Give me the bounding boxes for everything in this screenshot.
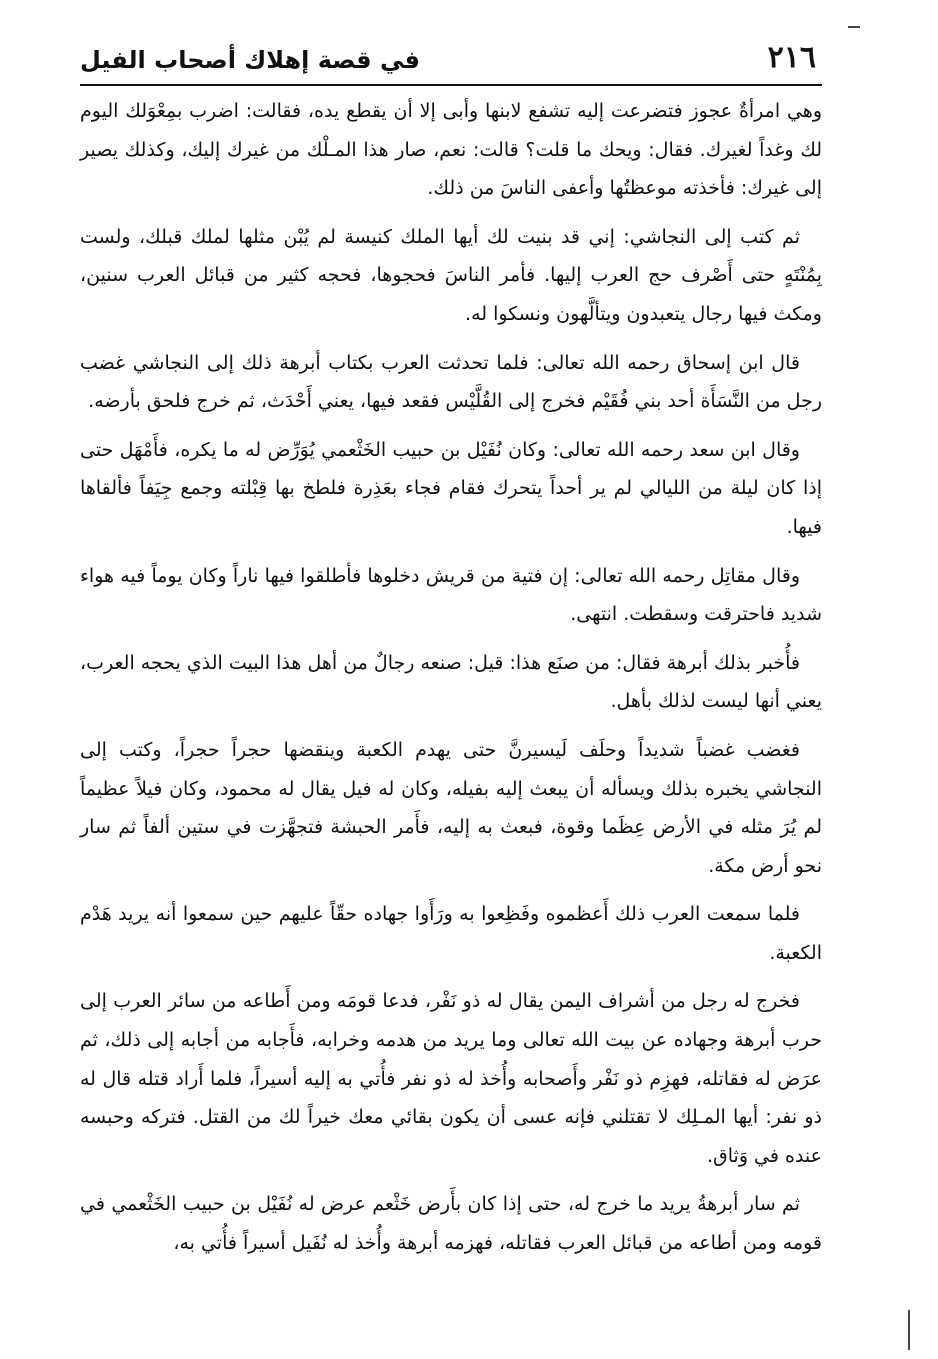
paragraph: وقال مقاتِل رحمه الله تعالى: إن فتية من قريش دخلوها فأطلقوا فيها ناراً وكان يوماً فيه هواء شديد فاحترقت وسقطت. انتهى. [80,564,822,626]
paragraph: قال ابن إسحاق رحمه الله تعالى: فلما تحدثت العرب بكتاب أبرهة ذلك إلى النجاشي غضب رجل من النَّسَأَة أحد بني فُقَيْم فخرج إلى القُلَّيْس فقعد فيها، يعني أَحْدَث، ثم خرج فلحق بأرضه. [80,351,822,413]
scan-edge-mark [848,26,860,28]
paragraph: فأُخبر بذلك أبرهة فقال: من صنَع هذا: قيل: صنعه رجالٌ من أهل هذا البيت الذي يحجه العرب، يعني أنها ليست لذلك بأهل. [80,651,822,713]
page-number: ٢١٦ [767,40,816,75]
body-text [80,92,822,1273]
paragraph: فخرج له رجل من أشراف اليمن يقال له ذو نَفْر، فدعا قومَه ومن أَطاعه من سائر العرب إلى حرب أبرهة وجهاده عن بيت الله تعالى وما يريد من هدمه وخرابه، فأَجابه من أجابه إلى ذلك، ثم عرَض له فقاتله، فهزِم ذو نَفْر وأَصحابه وأُخذ له ذو نفر فأُتي به إليه أسيراً، فلما أَراد قتله قال له ذو نفر: أيها المـلِك لا تقتلني فإنه عسى أن يكون بقائي معك خيراً لك من القتل. فتركه وحبسه عنده في وَثاق. [80,990,822,1167]
paragraph: ثم كتب إلى النجاشي: إني قد بنيت لك أيها الملك كنيسة لم يُبْن مثلها لملك قبلك، ولست بِمُنْتَهٍ حتى أَصْرف حج العرب إليها. فأمر الناسَ فحجوها، فحجه كثير من قبائل العرب سنين، ومكث فيها رجال يتعبدون ويتألَّهون ونسكوا له. [80,225,822,325]
scan-edge-mark [908,1310,910,1350]
page-header [80,40,822,80]
paragraph: وقال ابن سعد رحمه الله تعالى: وكان نُفَيْل بن حبيب الخَثْعمي يُوَرِّض له ما يكره، فأَمْهَل حتى إذا كان ليلة من الليالي لم ير أحداً يتحرك فقام فجاء بعَذِرة فلطخ بها قِبْلته وجمع جِيَفاً فألقاها فيها. [80,438,822,538]
paragraph: ثم سار أبرهةُ يريد ما خرج له، حتى إذا كان بأَرض خَثْعم عرض له نُفَيْل بن حبيب الخَثْعمي في قومه ومن أطاعه من قبائل العرب فقاتله، فهزمه أبرهة وأُخذ له نُفَيل أسيراً فأُتي به، [80,1193,822,1255]
paragraph: وهي امرأةٌ عجوز فتضرعت إليه تشفع لابنها وأبى إلا أن يقطع يده، فقالت: اضرب بمِعْوَلك اليوم لك وغداً لغيرك. فقال: ويحك ما قلت؟ قالت: نعم، صار هذا المـلْك من غيرك إليك، وكذلك يصير إلى غيرك: فأخذته موعظتُها وأعفى الناسَ من ذلك. [80,100,822,200]
paragraph: فلما سمعت العرب ذلك أَعظموه وفَظِعوا به ورَأَوا جهاده حقّاً عليهم حين سمعوا أنه يريد هَدْم الكعبة. [80,903,822,964]
running-title: في قصة إهلاك أصحاب الفيل [80,46,420,74]
paragraph: فغضب غضباً شديداً وحلَف لَيسيرنَّ حتى يهدم الكعبة وينقضها حجراً حجراً، وكتب إلى النجاشي يخبره بذلك ويسأله أن يبعث إليه بفيله، وكان له فيل يقال له محمود، وكان فيلاً عظيماً لم يُرَ مثله في الأرض عِظَما وقوة، فبعث به إليه، فأَمر الحبشة فتجهَّزت في ستين ألفاً ثم سار نحو أرض مكة. [80,738,822,877]
header-rule [80,84,822,86]
